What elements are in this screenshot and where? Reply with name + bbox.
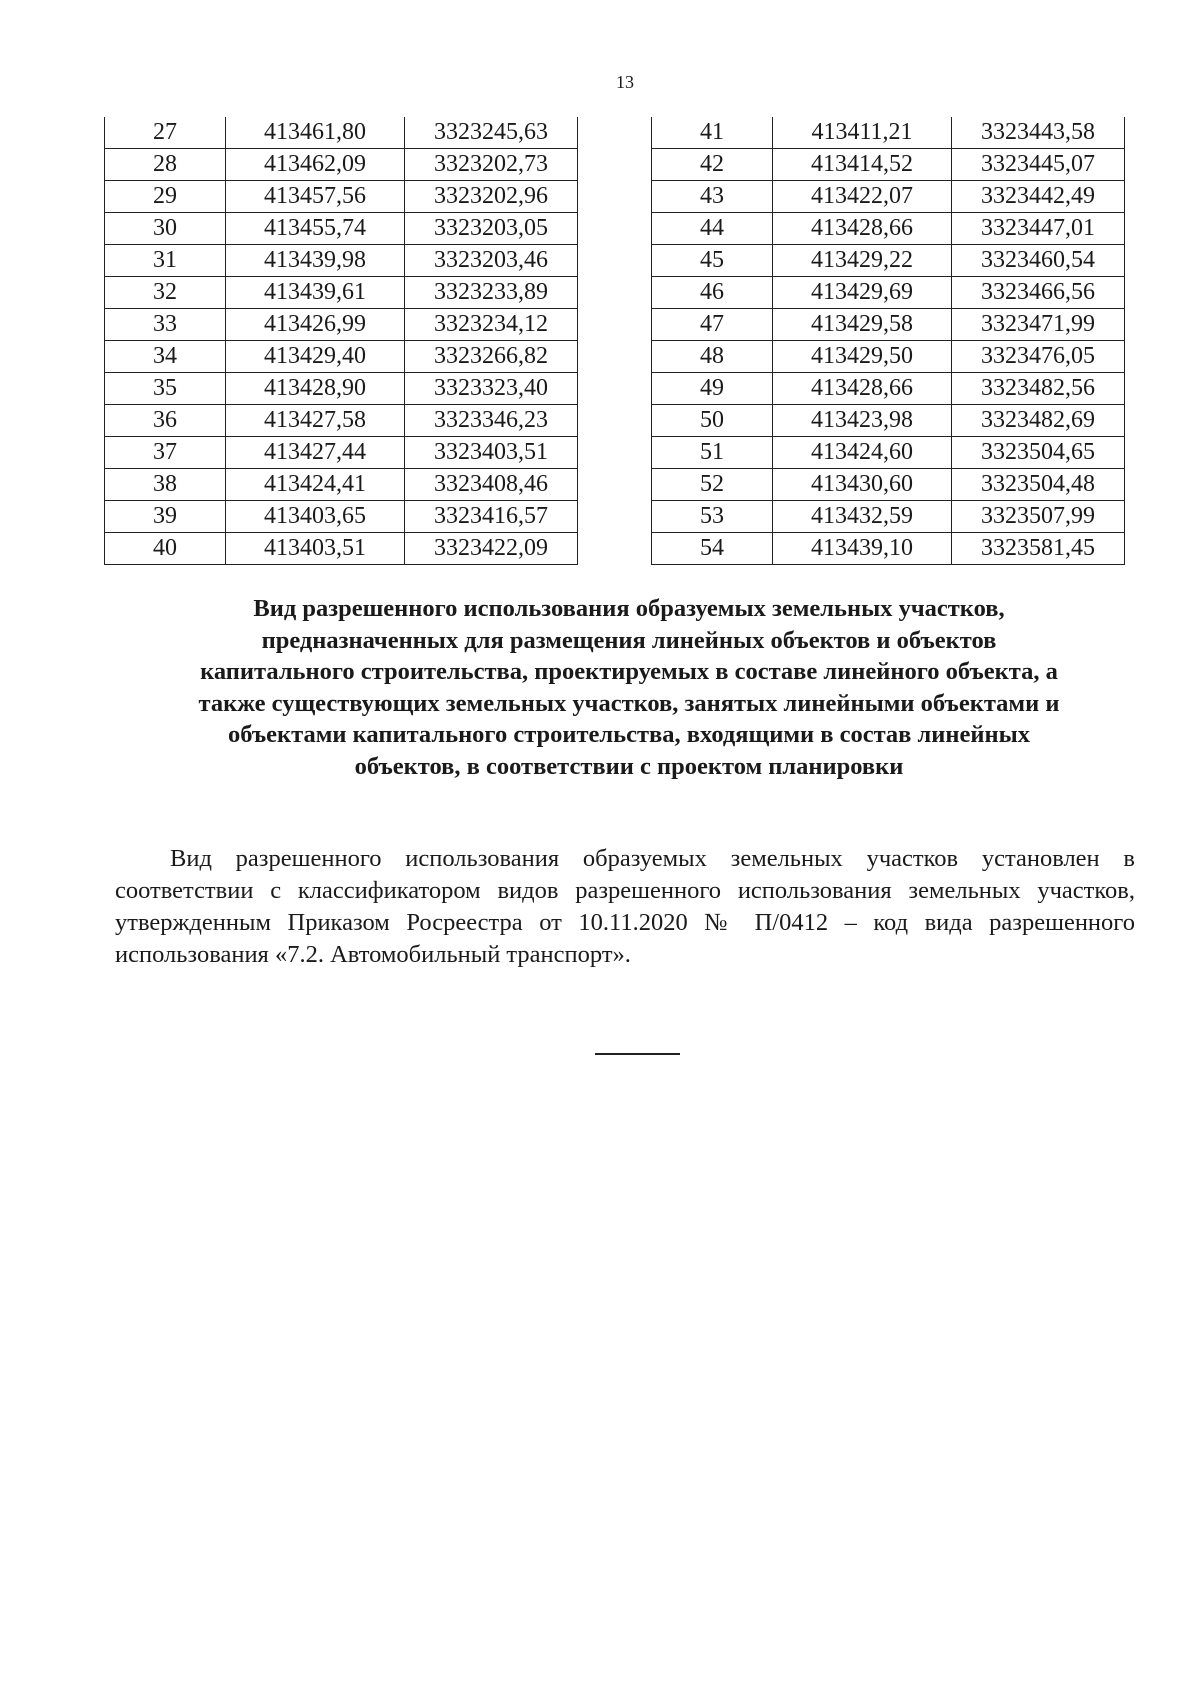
y-coordinate-cell: 3323203,05 — [405, 213, 578, 245]
point-number-cell: 38 — [105, 469, 226, 501]
y-coordinate-cell: 3323466,56 — [952, 277, 1125, 309]
x-coordinate-cell: 413455,74 — [226, 213, 405, 245]
table-row — [105, 181, 578, 213]
table-row — [652, 437, 1125, 469]
point-number-cell: 53 — [652, 501, 773, 533]
x-coordinate-cell: 413432,59 — [773, 501, 952, 533]
table-row — [652, 149, 1125, 181]
table-row — [105, 341, 578, 373]
x-coordinate-cell: 413428,90 — [226, 373, 405, 405]
y-coordinate-cell: 3323504,65 — [952, 437, 1125, 469]
point-number-cell: 36 — [105, 405, 226, 437]
y-coordinate-cell: 3323460,54 — [952, 245, 1125, 277]
x-coordinate-cell: 413429,40 — [226, 341, 405, 373]
y-coordinate-cell: 3323403,51 — [405, 437, 578, 469]
point-number-cell: 33 — [105, 309, 226, 341]
heading-line: капитального строительства, проектируемых в составе линейного объекта, а — [200, 658, 1058, 685]
y-coordinate-cell: 3323346,23 — [405, 405, 578, 437]
point-number-cell: 39 — [105, 501, 226, 533]
heading-line: также существующих земельных участков, занятых линейными объектами и — [198, 689, 1060, 717]
page-number: 13 — [616, 72, 634, 92]
y-coordinate-cell: 3323323,40 — [405, 373, 578, 405]
table-row — [652, 341, 1125, 373]
point-number-cell: 41 — [652, 117, 773, 149]
y-coordinate-cell: 3323266,82 — [405, 341, 578, 373]
point-number-cell: 30 — [105, 213, 226, 245]
x-coordinate-cell: 413414,52 — [773, 149, 952, 181]
y-coordinate-cell: 3323471,99 — [952, 309, 1125, 341]
x-coordinate-cell: 413429,58 — [773, 309, 952, 341]
table-row — [105, 501, 578, 533]
x-coordinate-cell: 413428,66 — [773, 373, 952, 405]
y-coordinate-cell: 3323476,05 — [952, 341, 1125, 373]
heading-line: объектами капитального строительства, входящими в состав линейных — [227, 721, 1031, 748]
table-row — [652, 373, 1125, 405]
y-coordinate-cell: 3323202,96 — [405, 181, 578, 213]
body-paragraph: Вид разрешенного использования образуемых земельных участков установлен в соответствии с классификатором видов разрешенного использования земельных участков, утвержденным Приказом Росреестра от 10.11.2020 № П/0412 – код вида разрешенного использования «7.2. Автомобильный транспорт». — [115, 844, 1135, 968]
point-number-cell: 37 — [105, 437, 226, 469]
table-row — [105, 277, 578, 309]
table-row — [105, 469, 578, 501]
table-row — [105, 245, 578, 277]
x-coordinate-cell: 413430,60 — [773, 469, 952, 501]
y-coordinate-cell: 3323203,46 — [405, 245, 578, 277]
x-coordinate-cell: 413427,44 — [226, 437, 405, 469]
x-coordinate-cell: 413423,98 — [773, 405, 952, 437]
y-coordinate-cell: 3323442,49 — [952, 181, 1125, 213]
point-number-cell: 52 — [652, 469, 773, 501]
table-row — [652, 213, 1125, 245]
x-coordinate-cell: 413461,80 — [226, 117, 405, 149]
table-row — [652, 277, 1125, 309]
point-number-cell: 27 — [105, 117, 226, 149]
point-number-cell: 42 — [652, 149, 773, 181]
y-coordinate-cell: 3323234,12 — [405, 309, 578, 341]
heading-line: Вид разрешенного использования образуемых земельных участков, — [253, 595, 1005, 622]
coordinates-table-left — [104, 117, 578, 565]
table-row — [105, 373, 578, 405]
x-coordinate-cell: 413428,66 — [773, 213, 952, 245]
table-row — [652, 405, 1125, 437]
y-coordinate-cell: 3323482,69 — [952, 405, 1125, 437]
point-number-cell: 50 — [652, 405, 773, 437]
point-number-cell: 34 — [105, 341, 226, 373]
x-coordinate-cell: 413439,61 — [226, 277, 405, 309]
x-coordinate-cell: 413411,21 — [773, 117, 952, 149]
end-divider — [595, 1053, 680, 1055]
x-coordinate-cell: 413439,98 — [226, 245, 405, 277]
point-number-cell: 45 — [652, 245, 773, 277]
y-coordinate-cell: 3323245,63 — [405, 117, 578, 149]
x-coordinate-cell: 413422,07 — [773, 181, 952, 213]
x-coordinate-cell: 413426,99 — [226, 309, 405, 341]
table-row — [105, 149, 578, 181]
table-row — [652, 533, 1125, 565]
x-coordinate-cell: 413424,60 — [773, 437, 952, 469]
table-row — [652, 117, 1125, 149]
table-row — [105, 405, 578, 437]
y-coordinate-cell: 3323507,99 — [952, 501, 1125, 533]
point-number-cell: 54 — [652, 533, 773, 565]
point-number-cell: 49 — [652, 373, 773, 405]
table-row — [105, 437, 578, 469]
point-number-cell: 44 — [652, 213, 773, 245]
y-coordinate-cell: 3323445,07 — [952, 149, 1125, 181]
table-row — [652, 245, 1125, 277]
coordinates-table-right — [651, 117, 1125, 565]
table-row — [652, 469, 1125, 501]
point-number-cell: 43 — [652, 181, 773, 213]
y-coordinate-cell: 3323581,45 — [952, 533, 1125, 565]
x-coordinate-cell: 413403,51 — [226, 533, 405, 565]
table-row — [105, 533, 578, 565]
point-number-cell: 28 — [105, 149, 226, 181]
y-coordinate-cell: 3323447,01 — [952, 213, 1125, 245]
point-number-cell: 48 — [652, 341, 773, 373]
point-number-cell: 32 — [105, 277, 226, 309]
y-coordinate-cell: 3323233,89 — [405, 277, 578, 309]
heading-line: предназначенных для размещения линейных объектов и объектов — [261, 626, 997, 654]
x-coordinate-cell: 413427,58 — [226, 405, 405, 437]
point-number-cell: 35 — [105, 373, 226, 405]
y-coordinate-cell: 3323482,56 — [952, 373, 1125, 405]
x-coordinate-cell: 413439,10 — [773, 533, 952, 565]
heading-line: объектов, в соответствии с проектом планировки — [354, 752, 904, 780]
table-row — [652, 181, 1125, 213]
table-row — [652, 501, 1125, 533]
y-coordinate-cell: 3323408,46 — [405, 469, 578, 501]
x-coordinate-cell: 413429,22 — [773, 245, 952, 277]
x-coordinate-cell: 413462,09 — [226, 149, 405, 181]
x-coordinate-cell: 413429,69 — [773, 277, 952, 309]
point-number-cell: 46 — [652, 277, 773, 309]
table-row — [105, 309, 578, 341]
y-coordinate-cell: 3323443,58 — [952, 117, 1125, 149]
point-number-cell: 29 — [105, 181, 226, 213]
y-coordinate-cell: 3323416,57 — [405, 501, 578, 533]
table-row — [105, 117, 578, 149]
y-coordinate-cell: 3323202,73 — [405, 149, 578, 181]
point-number-cell: 31 — [105, 245, 226, 277]
y-coordinate-cell: 3323422,09 — [405, 533, 578, 565]
point-number-cell: 47 — [652, 309, 773, 341]
section-heading — [104, 593, 1154, 782]
x-coordinate-cell: 413429,50 — [773, 341, 952, 373]
point-number-cell: 51 — [652, 437, 773, 469]
y-coordinate-cell: 3323504,48 — [952, 469, 1125, 501]
x-coordinate-cell: 413457,56 — [226, 181, 405, 213]
point-number-cell: 40 — [105, 533, 226, 565]
x-coordinate-cell: 413424,41 — [226, 469, 405, 501]
x-coordinate-cell: 413403,65 — [226, 501, 405, 533]
table-row — [652, 309, 1125, 341]
table-row — [105, 213, 578, 245]
